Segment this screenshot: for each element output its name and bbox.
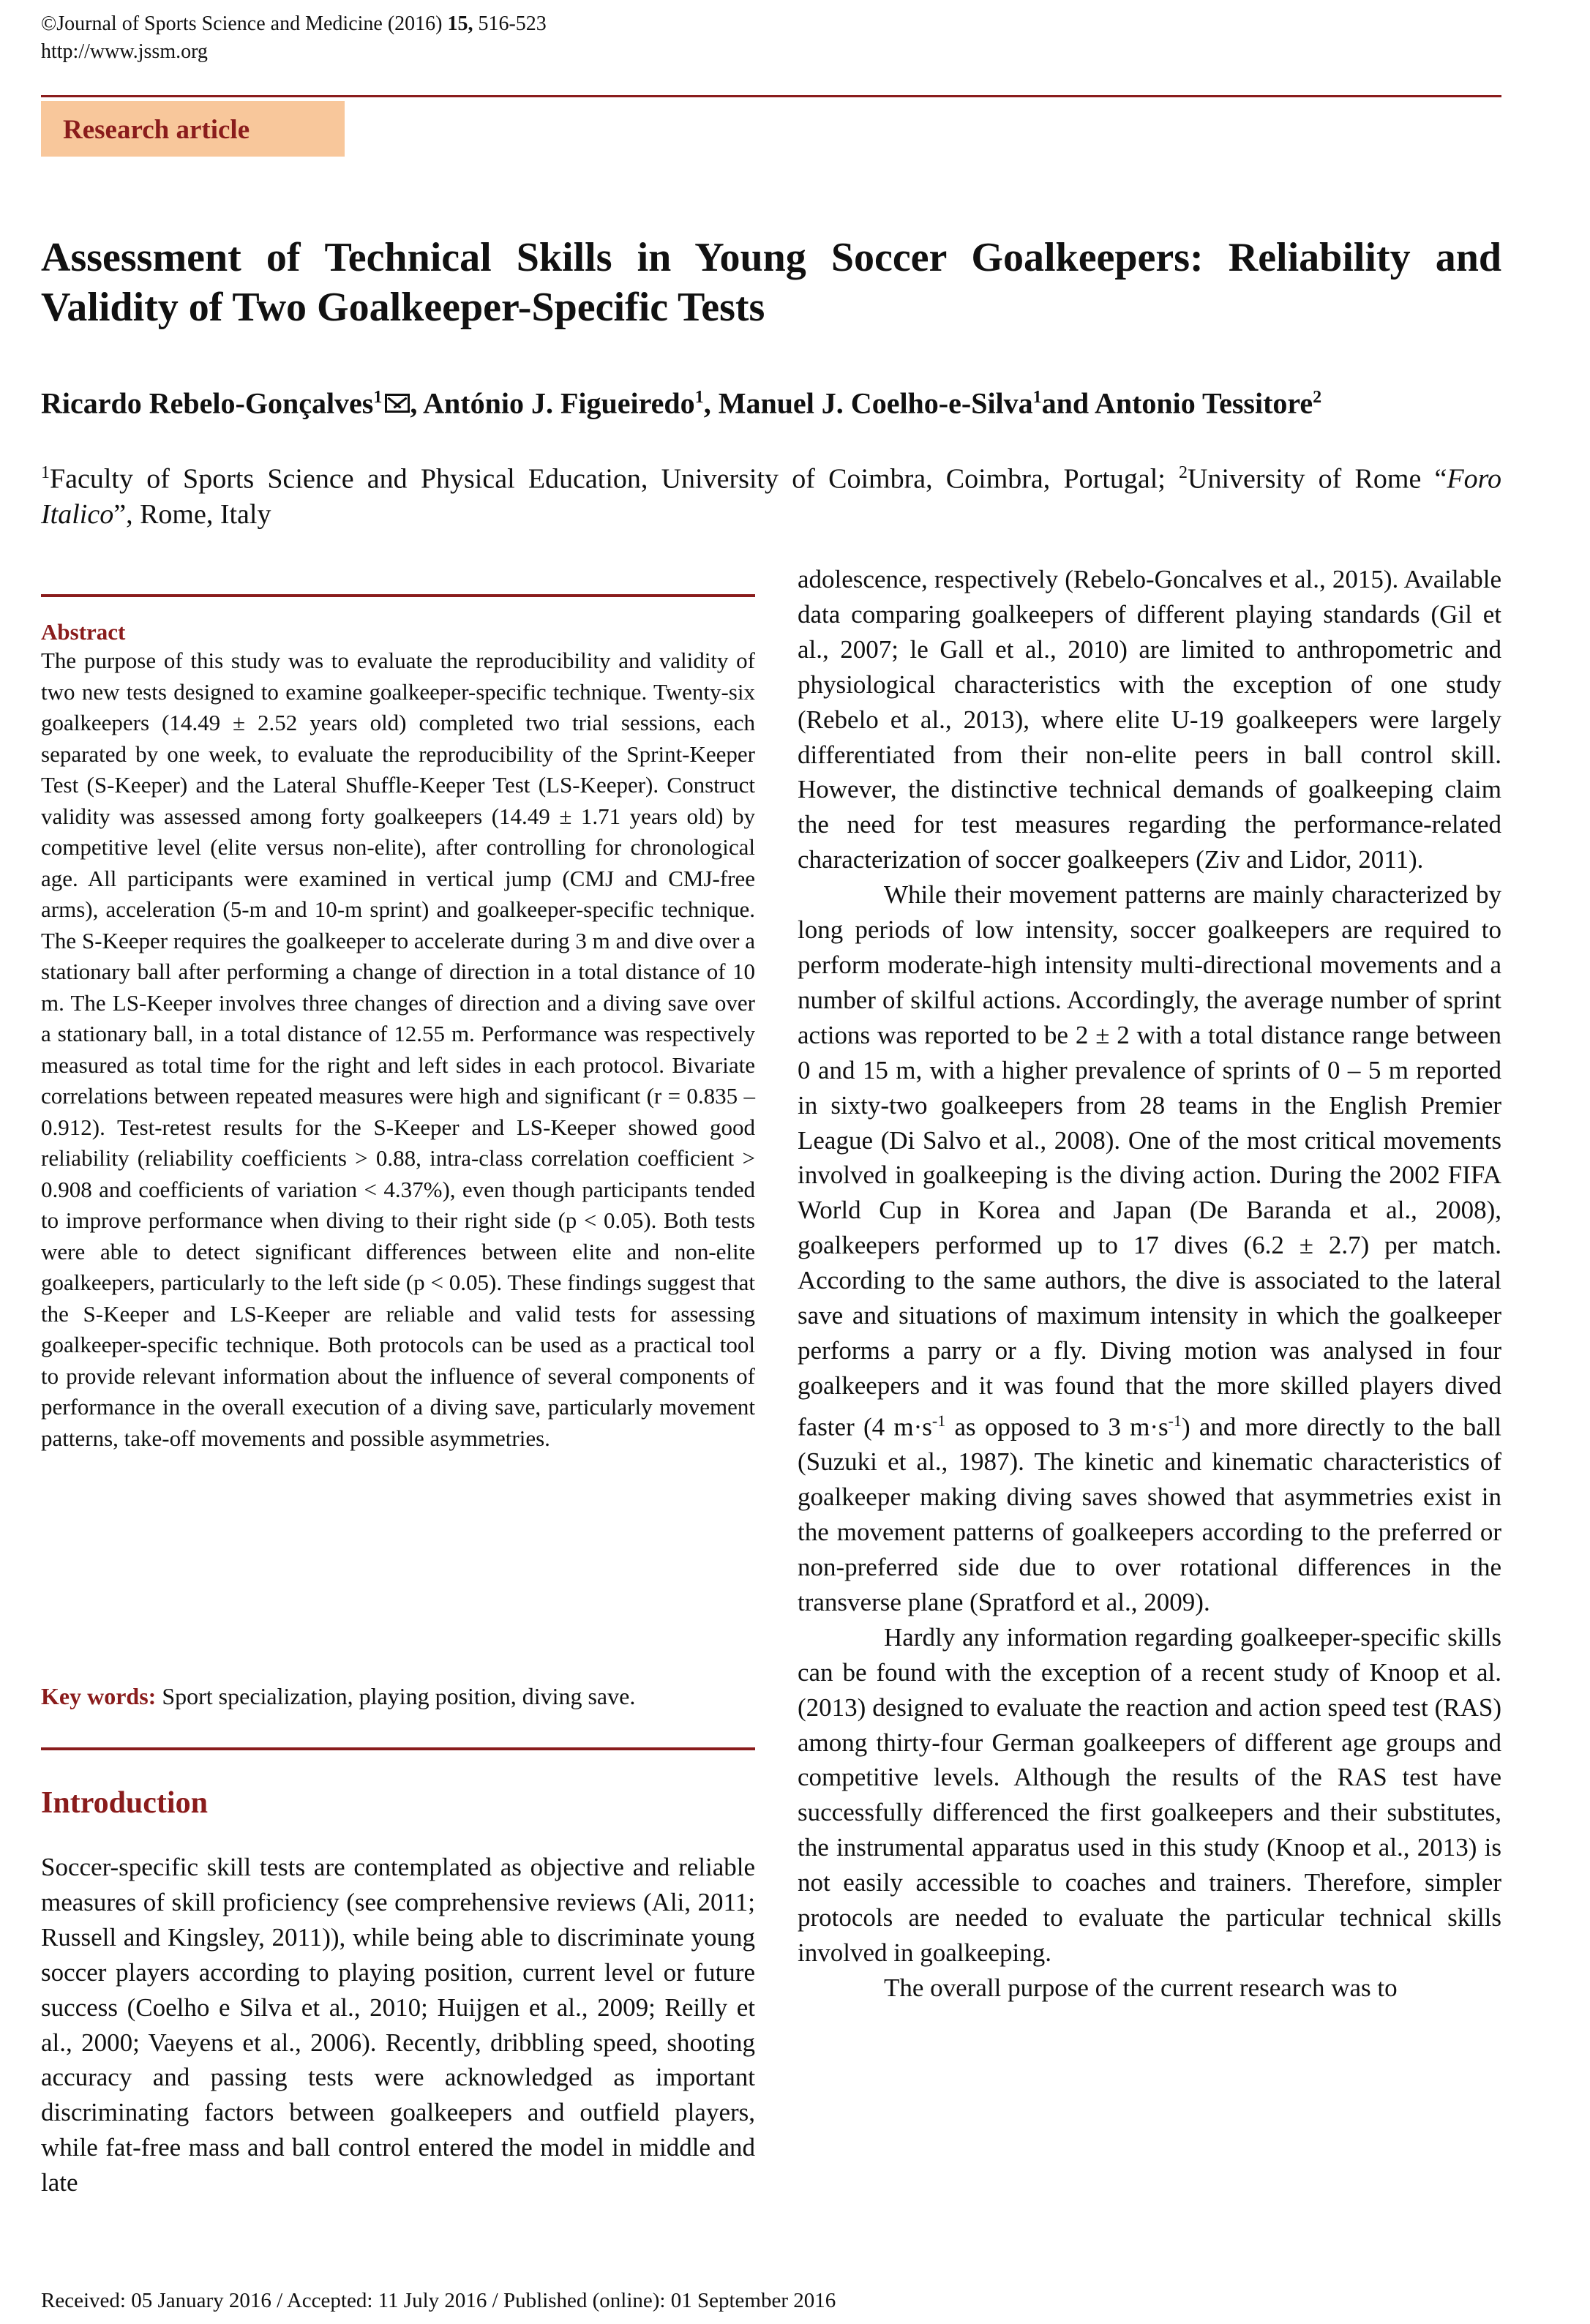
left-column-body xyxy=(41,1850,755,2200)
section-heading-introduction: Introduction xyxy=(41,1786,208,1820)
paragraph: adolescence, respectively (Rebelo-Goncalves et al., 2015). Available data comparing goalkeepers of different playing standards (Gil et al., 2007; le Gall et al., 2010) are limited to anthropometric and physiological characteristics with the exception of one study (Rebelo et al., 2013), where elite U-19 goalkeepers were largely differentiated from their non-elite peers in ball control skill. However, the distinctive technical demands of goalkeeping claim the need for test measures regarding the performance-related characterization of soccer goalkeepers (Ziv and Lidor, 2011). xyxy=(798,565,1501,874)
author-name: Antonio Tessitore xyxy=(1094,386,1313,420)
article-type-label: Research article xyxy=(63,115,250,145)
article-type-badge xyxy=(41,101,345,157)
author-name: António J. Figueiredo xyxy=(423,386,695,420)
article-title: Assessment of Technical Skills in Young Soccer Goalkeepers: Reliability and Validity of Two Goalkeeper-Specific Tests xyxy=(41,235,1501,330)
abstract-heading: Abstract xyxy=(41,619,126,645)
right-column-body xyxy=(798,562,1501,2006)
paragraph: The overall purpose of the current research was to xyxy=(884,1973,1398,2002)
journal-url[interactable]: http://www.jssm.org xyxy=(41,40,208,63)
author-list: Ricardo Rebelo-Gonçalves$^1$ , António J. Figueiredo$^1$, Manuel J. Coelho-e-Silva$^1$and Antonio Tessitore$^2$ xyxy=(41,386,1322,420)
journal-masthead xyxy=(41,10,547,66)
envelope-icon[interactable] xyxy=(385,394,410,413)
affiliations: $^1$Faculty of Sports Science and Physical Education, University of Coimbra, Coimbra, Portugal; $^2$University of Rome “Foro Italico”, Rome, Italy xyxy=(41,463,1501,530)
keywords: Key words: Sport specialization, playing position, diving save. xyxy=(41,1683,636,1709)
paragraph: Soccer-specific skill tests are contemplated as objective and reliable measures of skill proficiency (see comprehensive reviews (Ali, 2011; Russell and Kingsley, 2011)), while being able to discriminate young soccer players according to playing position, current level or future success (Coelho e Silva et al., 2010; Huijgen et al., 2009; Reilly et al., 2000; Vaeyens et al., 2006). Recently, dribbling speed, shooting accuracy and passing tests were acknowledged as important discriminating factors between goalkeepers and outfield players, while fat-free mass and ball control entered the model in middle and late xyxy=(41,1853,755,2197)
abstract-top-rule xyxy=(41,594,755,597)
author-name: Manuel J. Coelho-e-Silva xyxy=(718,386,1033,420)
author-name: Ricardo Rebelo-Gonçalves xyxy=(41,386,374,420)
abstract-text: The purpose of this study was to evaluate the reproducibility and validity of two new tests designed to examine goalkeeper-specific technique. Twenty-six goalkeepers (14.49 ± 2.52 years old) completed two trial sessions, each separated by one week, to evaluate the reproducibility of the Sprint-Keeper Test (S-Keeper) and the Lateral Shuffle-Keeper Test (LS-Keeper). Construct validity was assessed among forty goalkeepers (14.49 ± 1.71 years old) by competitive level (elite versus non-elite), after controlling for chronological age. All participants were examined in vertical jump (CMJ and CMJ-free arms), acceleration (5-m and 10-m sprint) and goalkeeper-specific technique. The S-Keeper requires the goalkeeper to accelerate during 3 m and dive over a stationary ball after performing a change of direction in a total distance of 10 m. The LS-Keeper involves three changes of direction and a diving save over a stationary ball, in a total distance of 12.55 m. Performance was respectively measured as total time for the right and left sides in each protocol. Bivariate correlations between repeated measures were high and significant (r = 0.835 – 0.912). Test-retest results for the S-Keeper and LS-Keeper showed good reliability (reliability coefficients > 0.88, intra-class correlation coefficient > 0.908 and coefficients of variation < 4.37%), even though participants tended to improve performance when diving to their right side (p < 0.05). Both tests were able to detect significant differences between elite and non-elite goalkeepers, particularly to the left side (p < 0.05). These findings suggest that the S-Keeper and LS-Keeper are reliable and valid tests for assessing goalkeeper-specific technique. Both protocols can be used as a practical tool to provide relevant information about the influence of several components of performance in the overall execution of a diving save, particularly movement patterns, take-off movements and possible asymmetries. xyxy=(41,648,755,1451)
publication-dates: Received: 05 January 2016 / Accepted: 11 July 2016 / Published (online): 01 September 2016 xyxy=(41,2289,836,2312)
journal-citation: ©Journal of Sports Science and Medicine (2016) 15, 516-523 xyxy=(41,12,547,35)
paragraph: While their movement patterns are mainly characterized by long periods of low intensity, soccer goalkeepers are required to perform moderate-high intensity multi-directional movements and a number of skilful actions. Accordingly, the average number of sprint actions was reported to be 2 ± 2 with a total distance range between 0 and 15 m, with a higher prevalence of sprints of 0 – 5 m reported in sixty-two goalkeepers from 28 teams in the English Premier League (Di Salvo et al., 2008). One of the most critical movements involved in goalkeeping is the diving action. During the 2002 FIFA World Cup in Korea and Japan (De Baranda et al., 2008), goalkeepers performed up to 17 dives (6.2 ± 2.7) per match. According to the same authors, the dive is associated to the lateral save and situations of maximum intensity in which the goalkeeper performs a parry or a fly. Diving motion was analysed in four goalkeepers and it was found that the more skilled players dived faster (4 $m\cdot s^{-1}$ as opposed to 3 $m\cdot s^{-1}$) and more directly to the ball (Suzuki et al., 1987). The kinetic and kinematic characteristics of goalkeeper making diving saves showed that asymmetries exist in the movement patterns of goalkeepers according to the preferred or non-preferred side due to over rotational differences in the transverse plane (Spratford et al., 2009). xyxy=(798,880,1501,1616)
abstract-bottom-rule xyxy=(41,1747,755,1750)
header-divider xyxy=(41,95,1501,97)
paragraph: Hardly any information regarding goalkeeper-specific skills can be found with the exception of a recent study of Knoop et al. (2013) designed to evaluate the reaction and action speed test (RAS) among thirty-four German goalkeepers of different age groups and competitive levels. Although the results of the RAS test have successfully differenced the first goalkeepers and their substitutes, the instrumental apparatus used in this study (Knoop et al., 2013) is not easily accessible to coaches and trainers. Therefore, simpler protocols are needed to evaluate the particular technical skills involved in goalkeeping. xyxy=(798,1622,1501,1967)
